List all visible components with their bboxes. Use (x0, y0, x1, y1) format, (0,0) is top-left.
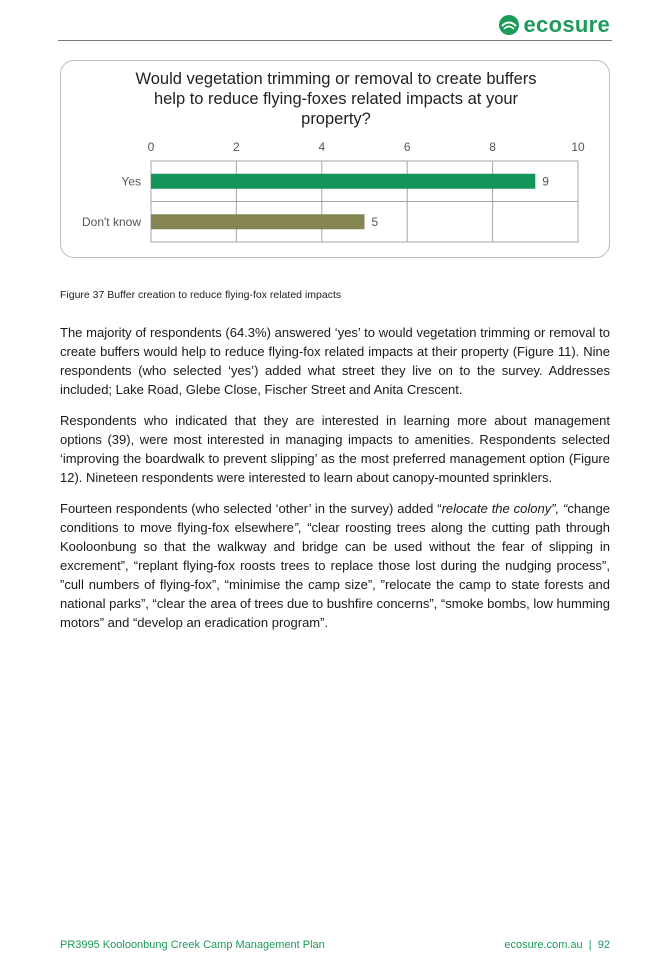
footer-document-title: PR3995 Kooloonbung Creek Camp Management Plan (60, 939, 325, 951)
bar-value-label: 5 (371, 214, 379, 229)
chart-container (60, 60, 610, 258)
paragraph-3 (60, 499, 610, 632)
x-tick-label: 0 (147, 140, 155, 154)
bar-chart (61, 61, 611, 259)
x-tick-label: 4 (318, 140, 326, 154)
quoted-option-italic: relocate the colony”, “ (441, 501, 568, 516)
ecosure-logo (498, 12, 610, 38)
chart-title-line: help to reduce flying-foxes related impacts at your (153, 90, 519, 108)
quoted-option-italic: ”, (293, 520, 302, 535)
paragraph-3-part: change conditions to move flying-fox elsewhere (60, 501, 610, 535)
x-tick-label: 6 (403, 140, 411, 154)
bar-value-label: 9 (542, 174, 549, 189)
x-tick-label: 2 (233, 140, 240, 154)
paragraph-1: The majority of respondents (64.3%) answered ‘yes’ to would vegetation trimming or removal to create buffers would help to reduce flying-fox related impacts at their property (Figure 11). Nine respondents (who selected ‘yes’) added what street they live on to the survey. Addresses included; Lake Road, Glebe Close, Fischer Street and Anita Crescent. (60, 325, 610, 397)
bar (151, 174, 535, 189)
figure-caption: Figure 37 Buffer creation to reduce flying-fox related impacts (60, 289, 342, 301)
paragraph-3-part: “clear roosting trees along the cutting path through Kooloonbung so that the walkway and bridge can be used without the fear of slipping in excrement”, “replant flying-fox roosts trees to replace those lost during the nudging process”, ”cull numbers of flying-fox”, “minimise the camp size”, ”relocate the camp to state forests and national parks”, “clear the area of trees due to bushfire concerns”, “smoke bombs, low humming motors” and “develop an eradication program”. (60, 520, 611, 630)
header-divider (58, 40, 612, 41)
leaf-logo-icon (498, 14, 520, 36)
paragraph-2: Respondents who indicated that they are interested in learning more about management options (39), were most interested in managing impacts to amenities. Respondents selected ‘improving the boardwalk to prevent slipping’ as the most preferred management option (Figure 12). Nineteen respondents were interested to learn about canopy-mounted sprinklers. (60, 413, 610, 485)
y-category-label: Don't know (82, 214, 141, 229)
x-tick-label: 8 (489, 140, 496, 154)
paragraph-3-part: Fourteen respondents (who selected ‘other’ in the survey) added “ (60, 501, 442, 516)
chart-title-line: Would vegetation trimming or removal to create buffers (135, 70, 537, 88)
chart-title-line: property? (301, 110, 371, 128)
y-category-label: Yes (121, 174, 141, 189)
logo-text: ecosure (523, 12, 610, 37)
footer-site-page: ecosure.com.au | 92 (504, 939, 610, 951)
bar (151, 214, 365, 229)
x-tick-label: 10 (571, 140, 585, 154)
